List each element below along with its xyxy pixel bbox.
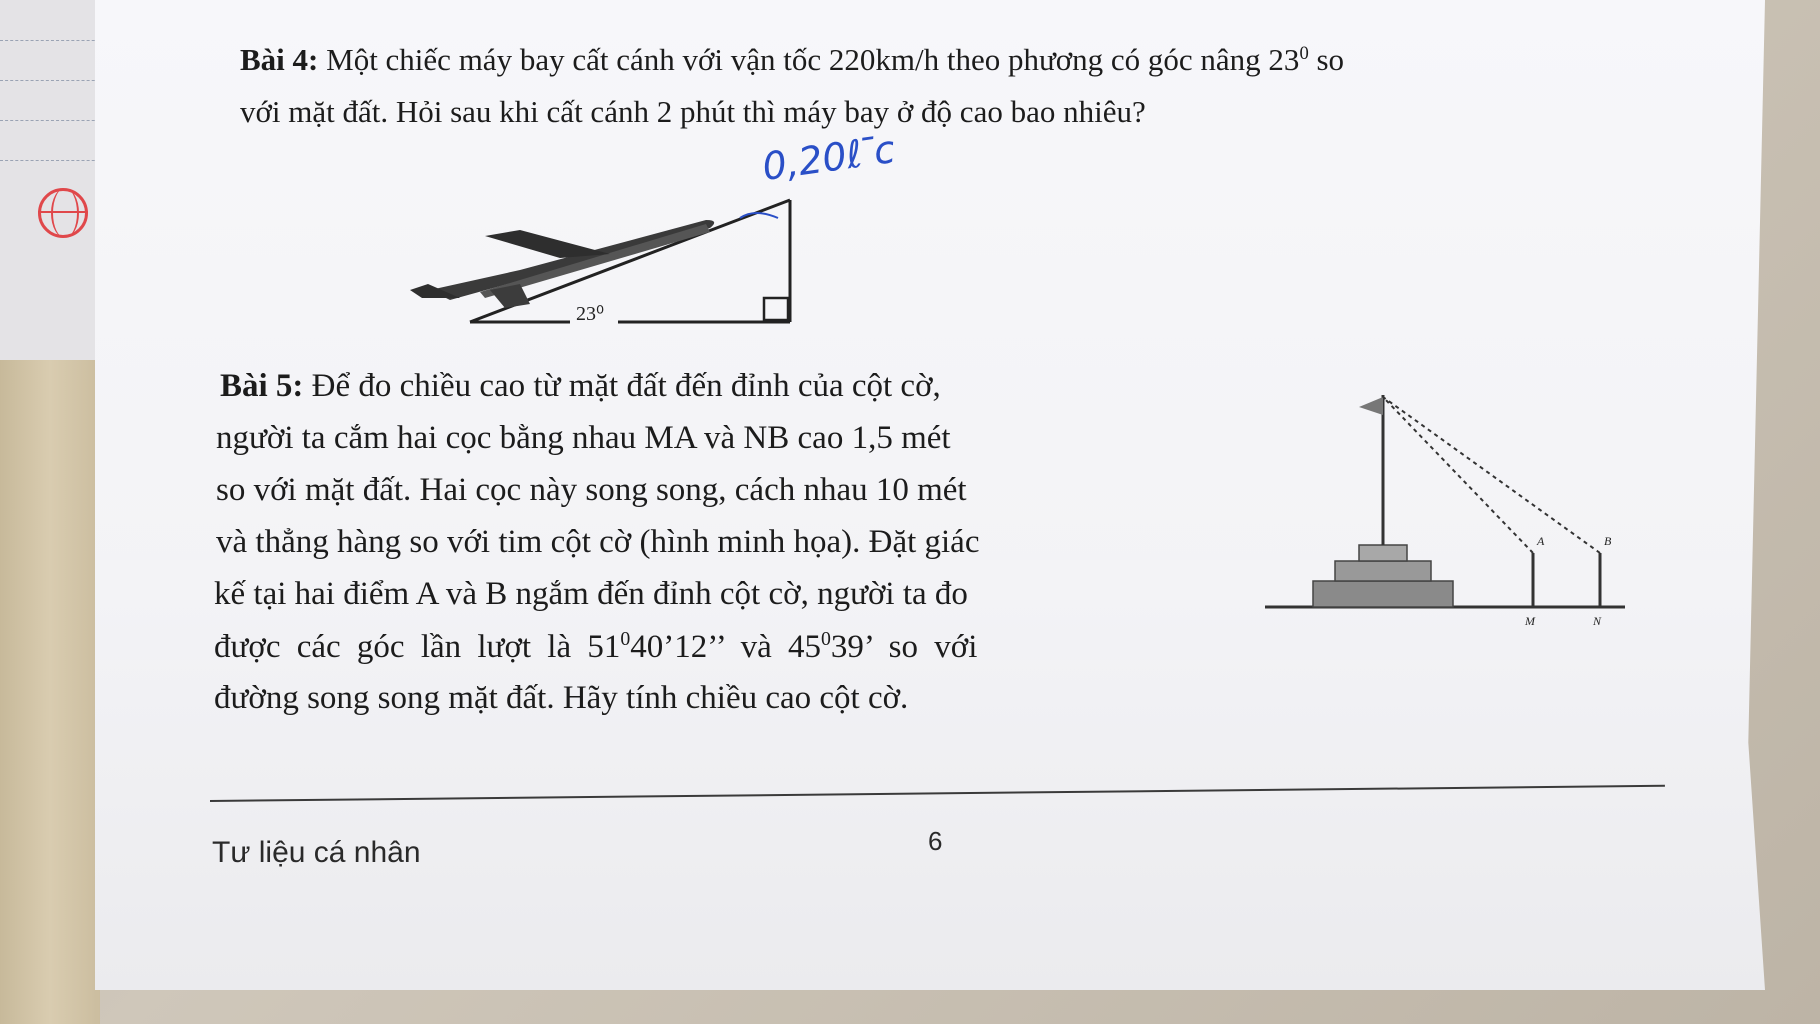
sight-line-a (1383, 397, 1533, 553)
exercise-5-line-3: so với mặt đất. Hai cọc này song song, cách nhau 10 mét (216, 472, 967, 508)
right-angle-marker (764, 298, 788, 320)
globe-stamp-icon (38, 188, 88, 238)
base-tier-2 (1335, 561, 1431, 581)
degree-sup: 0 (1299, 42, 1309, 64)
exercise-4-text-1b: so (1308, 42, 1345, 77)
exercise-5-line-2: người ta cắm hai cọc bằng nhau MA và NB cao 1,5 mét (216, 420, 951, 456)
exercise-5-line-4: và thẳng hàng so với tim cột cờ (hình minh họa). Đặt giác (216, 524, 980, 560)
flagpole-figure (1255, 385, 1635, 630)
airplane-figure (410, 180, 800, 330)
exercise-4-line-2: với mặt đất. Hỏi sau khi cất cánh 2 phút thì máy bay ở độ cao bao nhiêu? (240, 94, 1146, 129)
exercise-5-line-5: kế tại hai điểm A và B ngắm đến đỉnh cột cờ, người ta đo (214, 576, 968, 612)
footer-source: Tư liệu cá nhân (212, 836, 421, 869)
exercise-5-text-1: Để đo chiều cao từ mặt đất đến đỉnh của cột cờ, (311, 368, 941, 404)
airplane-fuselage (430, 220, 714, 300)
sight-line-b (1383, 397, 1600, 553)
label-b: B (1604, 534, 1612, 548)
degree-sup-2: 0 (821, 628, 831, 650)
exercise-5-text-6b: 40’12’’ và 45 (630, 628, 821, 665)
base-tier-1 (1313, 581, 1453, 607)
handwritten-note: 0,20ℓ ̄c (759, 126, 898, 190)
label-a: A (1537, 534, 1545, 548)
exercise-5-line-7: đường song song mặt đất. Hãy tính chiều cao cột cờ. (214, 680, 909, 716)
degree-sup-1: 0 (620, 628, 631, 650)
exercise-4-line-1 (240, 42, 1344, 78)
exercise-5-text-6c: 39’ so với (830, 628, 978, 665)
flag (1359, 397, 1383, 415)
label-m: M (1525, 614, 1535, 628)
exercise-5-text-6a: được các góc lần lượt là 51 (214, 628, 621, 665)
airplane-wing (485, 230, 610, 258)
exercise-5-label: Bài 5: (220, 368, 304, 404)
exercise-4-label: Bài 4: (240, 42, 319, 77)
background-cloth (0, 360, 100, 1024)
exercise-5-line-6 (214, 628, 977, 666)
background-notebook (0, 0, 111, 360)
base-tier-3 (1359, 545, 1407, 561)
angle-label: 23⁰ (576, 303, 605, 325)
exercise-4-text-1: Một chiếc máy bay cất cánh với vận tốc 220km/h theo phương có góc nâng 23 (326, 42, 1300, 77)
exercise-5-line-1 (220, 368, 941, 405)
label-n: N (1593, 614, 1602, 628)
page-number: 6 (928, 826, 943, 856)
